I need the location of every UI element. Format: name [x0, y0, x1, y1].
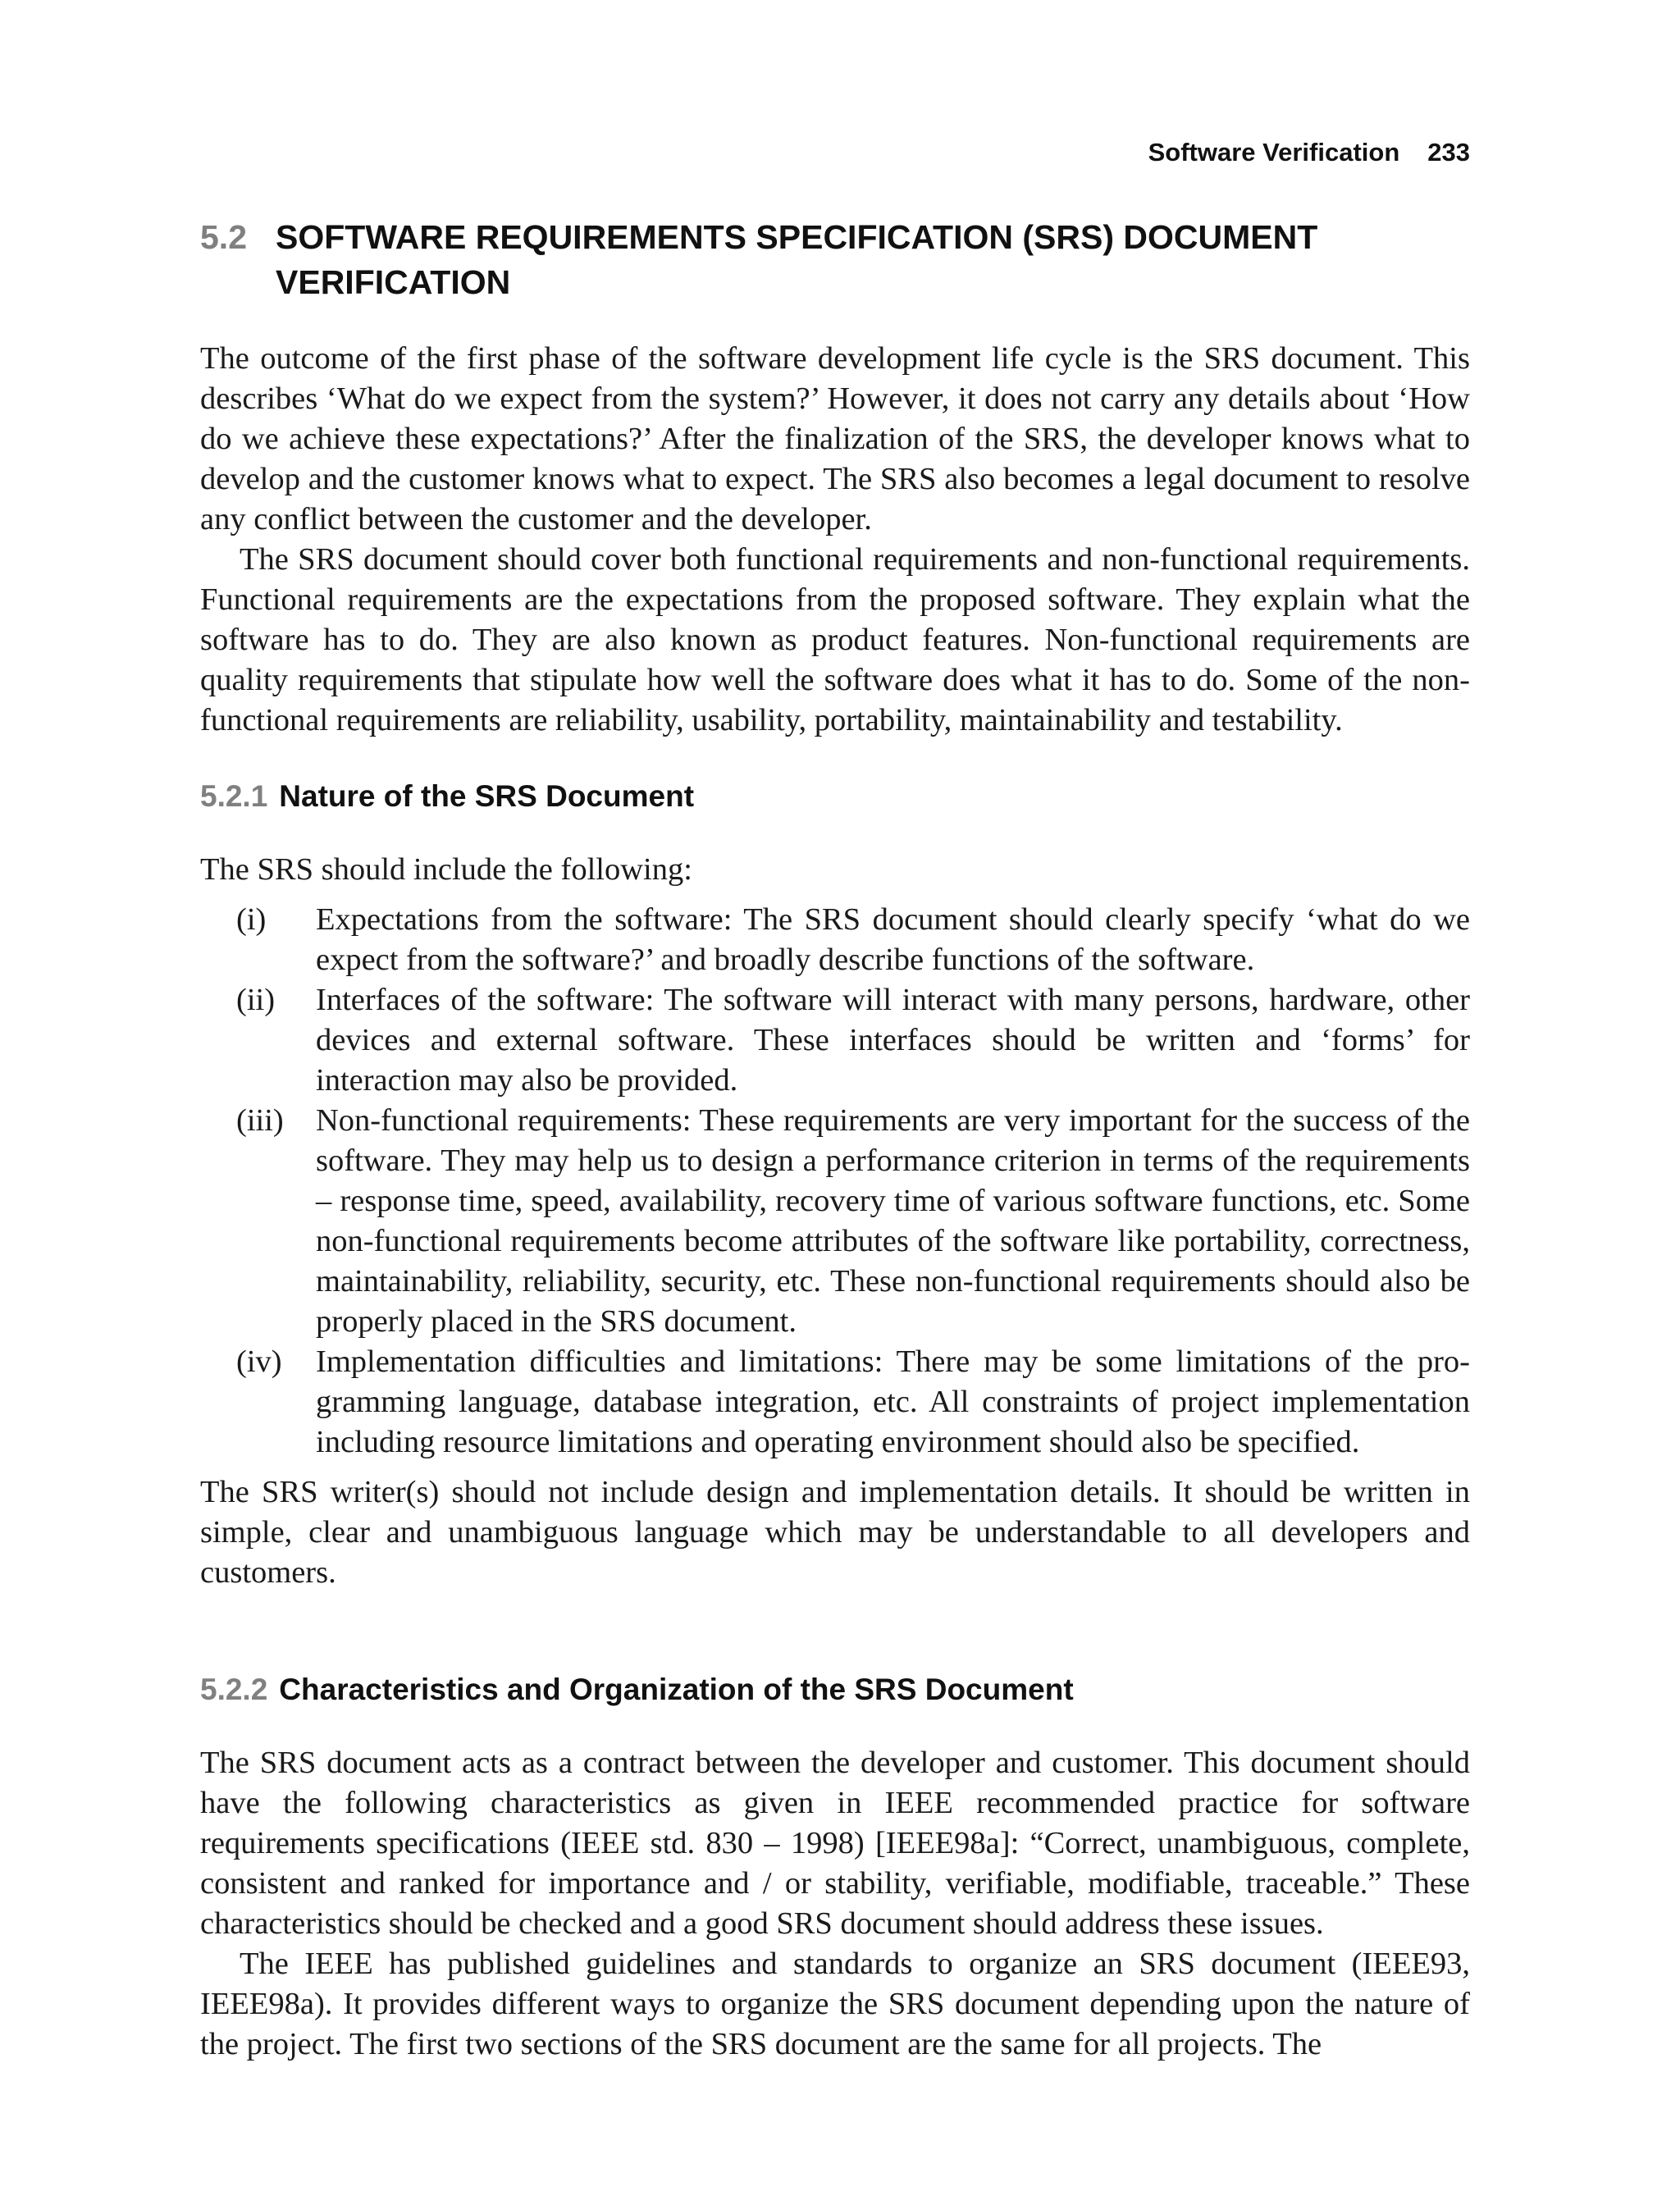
section-heading — [200, 215, 1470, 305]
section-intro-text — [200, 339, 1470, 741]
page-number: 233 — [1427, 138, 1470, 167]
list-item-text: Implementation difficulties and limitations: There may be some limitations of the programming language, database integration, etc. All constraints of project implementation including resource limitations and operating environment should also be specified. — [316, 1344, 1470, 1459]
paragraph: The SRS document should cover both functional requirements and non-functional requirements. Functional requirements are the expectations from the proposed software. They explain what the software has to do. They are also known as product features. Non-functional requirements are quality requirements that stipulate how well the software does what it has to do. Some of the non-functional requirements are reliability, usability, portability, maintainability and testability. — [200, 542, 1470, 737]
list-item-text: Interfaces of the software: The software will interact with many persons, hardware, other devices and external software. These interfaces should be written and ‘forms’ for interaction may also be provided. — [316, 983, 1470, 1098]
paragraph: The SRS document acts as a contract between the developer and customer. This document should have the following characteristics as given in IEEE recommended practice for software requirements specifications (IEEE std. 830 – 1998) [IEEE98a]: “Correct, unambiguous, complete, consistent and ranked for importance and / or stability, verifiable, modifiable, traceable.” These characteristics should be checked and a good SRS document should address these issues. — [200, 1746, 1470, 1941]
subsection-heading-5-2-1 — [200, 777, 1470, 816]
list-item — [200, 980, 1470, 1101]
subsection-title: Nature of the SRS Document — [279, 779, 695, 813]
subsection-title: Characteristics and Organization of the SRS Document — [279, 1673, 1074, 1706]
list-marker: (iv) — [236, 1344, 282, 1379]
subsection-heading-5-2-2 — [200, 1670, 1470, 1709]
list-item-text: Expectations from the software: The SRS document should clearly specify ‘what do we expect from the software?’ and broadly describe functions of the software. — [316, 902, 1470, 977]
list-item — [200, 900, 1470, 980]
running-header — [1148, 138, 1470, 167]
subsection-number: 5.2.1 — [200, 779, 268, 813]
list-item — [200, 1101, 1470, 1342]
paragraph: The IEEE has published guidelines and standards to organize an SRS document (IEEE93, IEEE98a). It provides different ways to organize the SRS document depending upon the nature of the project. The first two sections of the SRS document are the same for all projects. The — [200, 1947, 1470, 2061]
paragraph: The outcome of the first phase of the software development life cycle is the SRS document. This describes ‘What do we expect from the system?’ However, it does not carry any details about ‘How do we achieve these expectations?’ After the finalization of the SRS, the developer knows what to develop and the customer knows what to expect. The SRS also becomes a legal document to resolve any conflict between the customer and the developer. — [200, 341, 1470, 536]
list-marker: (i) — [236, 902, 267, 937]
subsection-number: 5.2.2 — [200, 1673, 268, 1706]
subsection-5-2-1-body — [200, 850, 1470, 1593]
section-number: 5.2 — [200, 218, 247, 256]
list-intro: The SRS should include the following: — [200, 852, 692, 887]
list-marker: (ii) — [236, 983, 276, 1017]
list-item-text: Non-functional requirements: These requirements are very important for the success of the software. They may help us to design a performance criterion in terms of the requirements – response time, speed, availability, recovery time of various software functions, etc. Some non-functional requirements become attributes of the software like portability, correctness, maintainability, reliability, security, etc. These non-functional requirements should also be properly placed in the SRS document. — [316, 1103, 1470, 1339]
list-marker: (iii) — [236, 1103, 284, 1138]
paragraph: The SRS writer(s) should not include design and implementation details. It should be written in simple, clear and unambiguous language which may be understandable to all developers and customers. — [200, 1475, 1470, 1590]
list-item — [200, 1342, 1470, 1463]
section-title: SOFTWARE REQUIREMENTS SPECIFICATION (SRS) DOCUMENT VERIFICATION — [276, 218, 1318, 301]
requirements-list — [200, 900, 1470, 1463]
running-title: Software Verification — [1148, 138, 1400, 167]
subsection-5-2-2-body — [200, 1743, 1470, 2065]
